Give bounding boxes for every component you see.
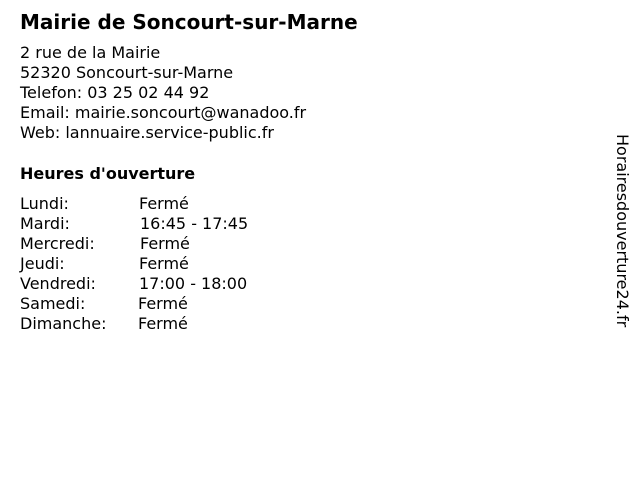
hours-value: Fermé	[140, 234, 190, 253]
opening-hours-table	[20, 194, 320, 334]
day-label: Jeudi:	[20, 254, 65, 273]
day-label: Samedi:	[20, 294, 86, 313]
hours-value: Fermé	[138, 294, 188, 313]
hours-value: Fermé	[138, 314, 188, 333]
contact-info	[20, 43, 306, 143]
day-label: Mardi:	[20, 214, 70, 233]
hours-row-thursday	[20, 254, 320, 274]
page-title: Mairie de Soncourt-sur-Marne	[20, 10, 358, 34]
hours-value: Fermé	[139, 194, 189, 213]
hours-row-friday	[20, 274, 320, 294]
site-watermark: Horairesdouverture24.fr	[613, 134, 632, 328]
hours-value: 16:45 - 17:45	[140, 214, 249, 233]
city-postcode: 52320 Soncourt-sur-Marne	[20, 63, 234, 82]
opening-hours-heading: Heures d'ouverture	[20, 164, 196, 183]
day-label: Dimanche:	[20, 314, 107, 333]
hours-value: 17:00 - 18:00	[139, 274, 248, 293]
hours-row-sunday	[20, 314, 320, 334]
web-line: Web: lannuaire.service-public.fr	[20, 123, 274, 142]
day-label: Vendredi:	[20, 274, 96, 293]
phone-line: Telefon: 03 25 02 44 92	[20, 83, 210, 102]
hours-row-tuesday	[20, 214, 320, 234]
day-label: Mercredi:	[20, 234, 95, 253]
day-label: Lundi:	[20, 194, 69, 213]
hours-row-saturday	[20, 294, 320, 314]
hours-value: Fermé	[139, 254, 189, 273]
street-address: 2 rue de la Mairie	[20, 43, 161, 62]
email-line: Email: mairie.soncourt@wanadoo.fr	[20, 103, 307, 122]
hours-row-wednesday	[20, 234, 320, 254]
hours-row-monday	[20, 194, 320, 214]
